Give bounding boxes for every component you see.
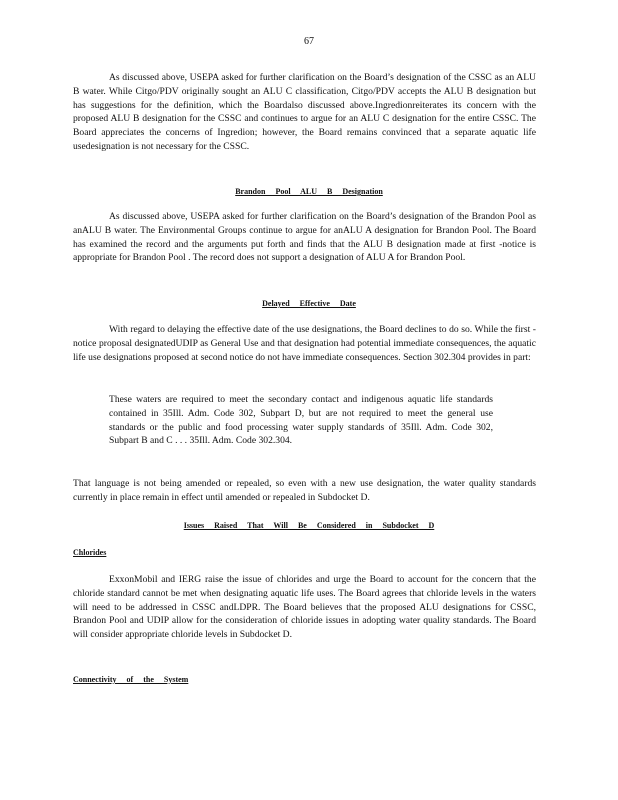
paragraph-cssc-designation: As discussed above, USEPA asked for further clarification on the Board’s designation of the CSSC as an ALU B water. While Citgo/PDV originally sought an ALU C classification, Citgo/PDV accepts the ALU B designation but has suggestions for the definition, which the Boardalso discussed above.Ingredionreiterates its concern with the proposed ALU B designation for the CSSC and continues to argue for an ALU C designation for the entire CSSC. The Board appreciates the concerns of Ingredion; however, the Board remains convinced that a separate aquatic life usedesignation is not necessary for the CSSC.: [73, 72, 536, 152]
paragraph-chlorides: ExxonMobil and IERG raise the issue of chlorides and urge the Board to account for the concern that the chloride standard cannot be met when designating aquatic life uses. The Board agrees that chloride levels in the waters will need to be addressed in CSSC andLDPR. The Board believes that the proposed ALU designations for CSSC, Brandon Pool and UDIP allow for the consideration of chloride issues in adopting water quality standards. The Board will consider appropriate chloride levels in Subdocket D.: [73, 574, 536, 641]
heading-issues-subdocket-d: Issues Raised That Will Be Considered in Subdocket D: [183, 521, 435, 530]
paragraph-language-not-amended: That language is not being amended or repealed, so even with a new use designation, the water quality standards currently in place remain in effect until amended or repealed in Subdocket D.: [73, 478, 536, 503]
heading-brandon-pool: Brandon Pool ALU B Designation: [235, 187, 383, 196]
paragraph-delayed-effective-date: With regard to delaying the effective date of the use designations, the Board declines to do so. While the first -notice proposal designatedUDIP as General Use and that designation had potential immediate consequences, the aquatic life use designations proposed at second notice do not have immediate consequences. Section 302.304 provides in part:: [73, 324, 536, 363]
block-quote-section-302-304: These waters are required to meet the secondary contact and indigenous aquatic life standards contained in 35Ill. Adm. Code 302, Subpart D, but are not required to meet the general use standards or the public and food processing water supply standards of 35Ill. Adm. Code 302, Subpart B and C . . . 35Ill. Adm. Code 302.304.: [109, 394, 493, 447]
heading-delayed-effective-date: Delayed Effective Date: [262, 299, 356, 308]
heading-chlorides: Chlorides: [73, 548, 107, 557]
page-number: 67: [304, 36, 314, 47]
heading-connectivity-of-system: Connectivity of the System: [73, 675, 189, 684]
paragraph-brandon-pool: As discussed above, USEPA asked for further clarification on the Board’s designation of the Brandon Pool as anALU B water. The Environmental Groups continue to argue for anALU A designation for Brandon Pool. The Board has examined the record and the arguments put forth and finds that the ALU B designation made at first -notice is appropriate for Brandon Pool . The record does not support a designation of ALU A for Brandon Pool.: [73, 211, 536, 264]
